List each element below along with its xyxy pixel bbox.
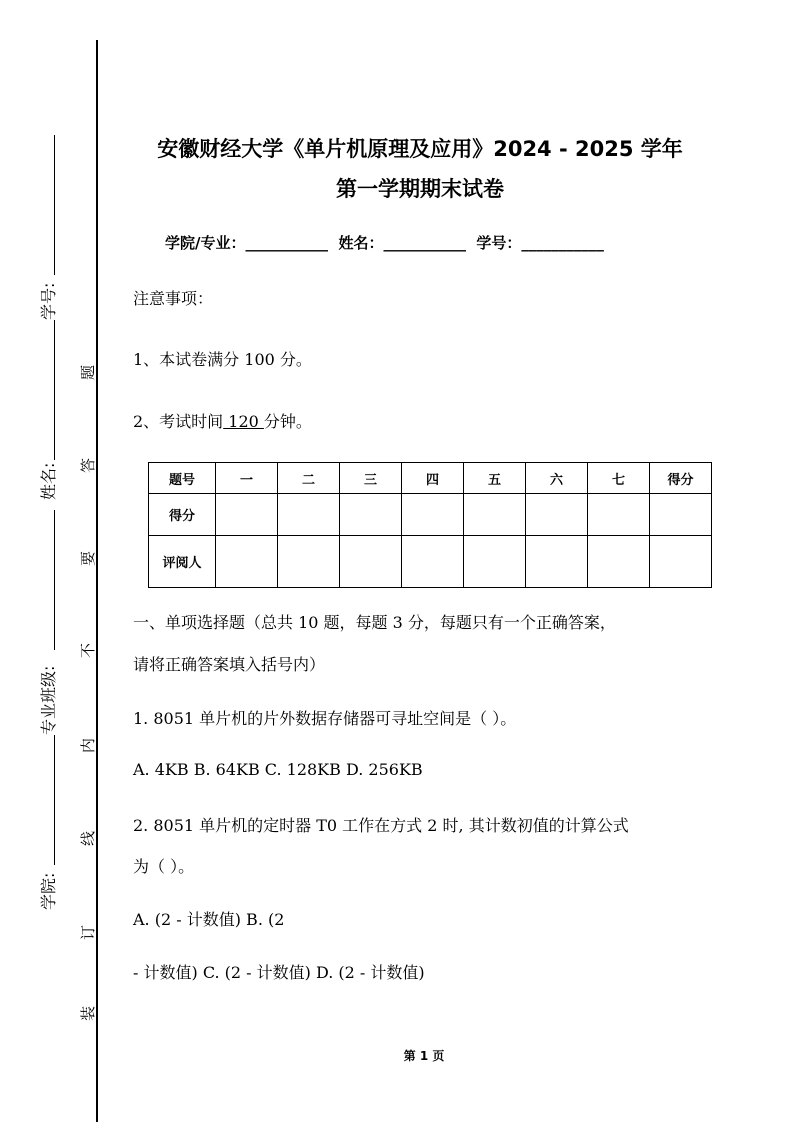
seal-char: 要 bbox=[79, 550, 98, 567]
seal-char: 订 bbox=[79, 924, 98, 941]
exam-title-line2: 第一学期期末试卷 bbox=[336, 177, 504, 201]
reviewer-cell[interactable] bbox=[464, 536, 526, 588]
table-header: 得分 bbox=[650, 463, 712, 494]
name-field[interactable]: ___________ bbox=[383, 234, 466, 252]
section-title: 一、单项选择题（总共 10 题，每题 3 分，每题只有一个正确答案， bbox=[133, 613, 616, 632]
question-2-stem: 2. 8051 单片机的定时器 T0 工作在方式 2 时, 其计数初值的计算公式 bbox=[133, 816, 629, 835]
score-cell[interactable] bbox=[278, 494, 340, 536]
row-label: 评阅人 bbox=[149, 536, 216, 588]
row-label: 得分 bbox=[149, 494, 216, 536]
reviewer-cell[interactable] bbox=[526, 536, 588, 588]
section-title: 请将正确答案填入括号内） bbox=[133, 655, 326, 674]
table-header: 四 bbox=[402, 463, 464, 494]
table-header: 一 bbox=[216, 463, 278, 494]
score-cell[interactable] bbox=[402, 494, 464, 536]
seal-char: 不 bbox=[79, 642, 98, 659]
note-item bbox=[133, 409, 312, 432]
name-label: 姓名: bbox=[39, 462, 58, 500]
question-2-options: A. (2 - 计数值) B. (2 bbox=[133, 910, 285, 929]
score-cell[interactable] bbox=[216, 494, 278, 536]
seal-char: 装 bbox=[79, 1005, 98, 1022]
table-header: 五 bbox=[464, 463, 526, 494]
seal-char: 答 bbox=[79, 457, 98, 474]
major-line bbox=[54, 510, 55, 650]
question-2-stem: 为（ ）。 bbox=[133, 857, 195, 876]
note-text: 分钟。 bbox=[263, 412, 312, 431]
major-class-label: 专业班级: bbox=[39, 665, 58, 735]
table-header: 六 bbox=[526, 463, 588, 494]
reviewer-cell[interactable] bbox=[402, 536, 464, 588]
table-row bbox=[149, 494, 712, 536]
score-cell[interactable] bbox=[340, 494, 402, 536]
question-1-stem: 1. 8051 单片机的片外数据存储器可寻址空间是（ ）。 bbox=[133, 709, 517, 728]
reviewer-cell[interactable] bbox=[216, 536, 278, 588]
reviewer-cell[interactable] bbox=[650, 536, 712, 588]
college-major-field[interactable]: ___________ bbox=[245, 234, 328, 252]
score-cell[interactable] bbox=[588, 494, 650, 536]
name-label: 姓名： bbox=[338, 234, 384, 252]
student-id-field[interactable]: ___________ bbox=[521, 234, 604, 252]
score-cell[interactable] bbox=[650, 494, 712, 536]
seal-char: 线 bbox=[79, 830, 98, 847]
info-line bbox=[165, 232, 604, 253]
note-item: 1、本试卷满分 100 分。 bbox=[133, 350, 312, 369]
page-number: 第 1 页 bbox=[403, 1049, 445, 1063]
table-header: 七 bbox=[588, 463, 650, 494]
table-row bbox=[149, 536, 712, 588]
question-1-options: A. 4KB B. 64KB C. 128KB D. 256KB bbox=[133, 760, 423, 779]
table-header: 三 bbox=[340, 463, 402, 494]
question-2-options: - 计数值) C. (2 - 计数值) D. (2 - 计数值) bbox=[133, 963, 425, 982]
notes-heading: 注意事项： bbox=[133, 289, 214, 308]
reviewer-cell[interactable] bbox=[588, 536, 650, 588]
name-line bbox=[54, 320, 55, 460]
table-header: 二 bbox=[278, 463, 340, 494]
student-id-label: 学号: bbox=[39, 282, 58, 320]
reviewer-cell[interactable] bbox=[278, 536, 340, 588]
college-label: 学院: bbox=[39, 872, 58, 910]
reviewer-cell[interactable] bbox=[340, 536, 402, 588]
score-cell[interactable] bbox=[526, 494, 588, 536]
seal-char: 内 bbox=[79, 737, 98, 754]
note-text: 2、考试时间 bbox=[133, 412, 224, 431]
exam-title-line1: 安徽财经大学《单片机原理及应用》2024 - 2025 学年 bbox=[157, 137, 683, 161]
seal-char: 题 bbox=[79, 364, 98, 381]
college-line bbox=[54, 735, 55, 865]
score-cell[interactable] bbox=[464, 494, 526, 536]
table-header: 题号 bbox=[149, 463, 216, 494]
student-id-label: 学号： bbox=[476, 234, 522, 252]
exam-duration: 120 bbox=[223, 412, 264, 431]
score-table bbox=[148, 462, 712, 588]
college-major-label: 学院/专业： bbox=[165, 234, 246, 252]
